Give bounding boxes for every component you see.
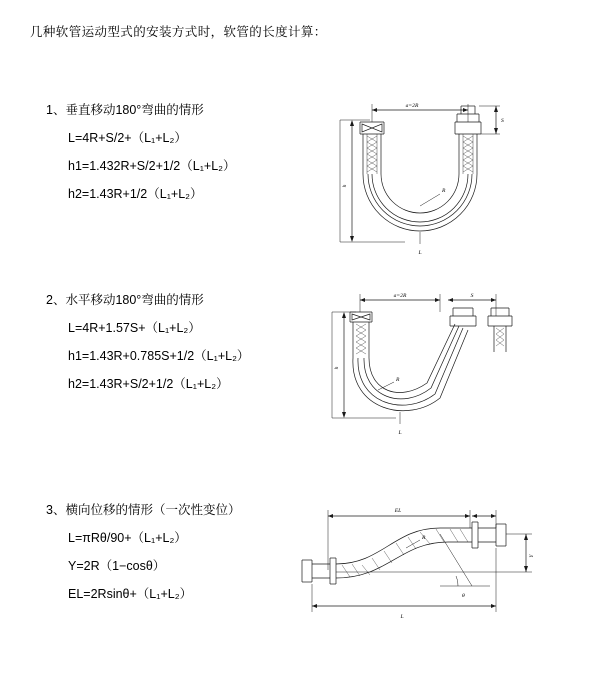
svg-text:a=2R: a=2R [393, 293, 407, 299]
svg-text:Y: Y [529, 554, 535, 558]
svg-text:S: S [501, 118, 504, 124]
section-vertical-180 [0, 100, 600, 280]
svg-text:S: S [470, 293, 474, 299]
svg-text:R: R [422, 535, 426, 541]
lateral-offset-diagram [290, 494, 580, 634]
section-lateral-offset [0, 500, 600, 660]
svg-text:R: R [396, 377, 400, 383]
svg-text:h: h [334, 366, 340, 370]
section-1-title: 1、垂直移动180°弯曲的情形 [46, 103, 204, 117]
svg-text:θ: θ [462, 593, 465, 599]
svg-text:L: L [418, 250, 422, 256]
section-2-title: 2、水平移动180°弯曲的情形 [46, 293, 204, 307]
section-2-formula-2: h1=1.43R+0.785S+1/2（L₁+L₂） [68, 349, 250, 363]
section-1-formula-1: L=4R+S/2+（L₁+L₂） [68, 131, 187, 145]
section-2-text [46, 290, 316, 402]
svg-text:L: L [398, 430, 402, 436]
section-3-title: 3、横向位移的情形（一次性变位） [46, 503, 241, 517]
horizontal-180-bend-diagram [300, 272, 590, 462]
section-3-formula-1: L=πRθ/90+（L₁+L₂） [68, 531, 187, 545]
svg-text:a=2R: a=2R [405, 103, 419, 109]
section-3-formula-3: EL=2Rsinθ+（L₁+L₂） [68, 587, 193, 601]
section-1-formula-3: h2=1.43R+1/2（L₁+L₂） [68, 187, 203, 201]
section-2-formula-3: h2=1.43R+S/2+1/2（L₁+L₂） [68, 377, 229, 391]
section-1-text [46, 100, 316, 212]
section-1-formula-2: h1=1.432R+S/2+1/2（L₁+L₂） [68, 159, 236, 173]
section-3-formula-2: Y=2R（1−cosθ） [68, 559, 166, 573]
svg-text:L: L [400, 614, 404, 620]
section-horizontal-180 [0, 290, 600, 470]
section-3-text [46, 500, 316, 612]
svg-text:h: h [342, 184, 348, 188]
section-2-formula-1: L=4R+1.57S+（L₁+L₂） [68, 321, 201, 335]
page-title: 几种软管运动型式的安装方式时，软管的长度计算： [30, 25, 327, 39]
vertical-180-bend-diagram [300, 82, 590, 272]
svg-text:R: R [442, 188, 446, 194]
svg-text:EL: EL [394, 508, 402, 514]
